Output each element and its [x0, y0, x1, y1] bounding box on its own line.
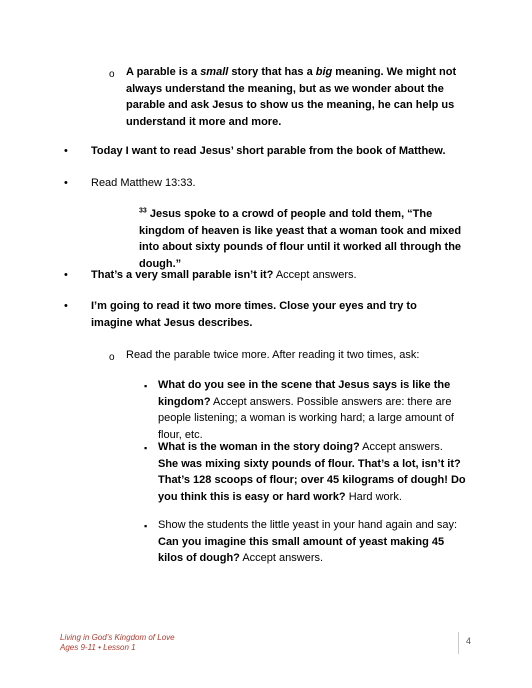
- bullet-marker: •: [64, 145, 68, 157]
- footer-divider: [458, 632, 459, 654]
- bullet-marker: •: [64, 177, 68, 189]
- read-instruction: Read Matthew 13:33.: [91, 177, 196, 189]
- page-number: 4: [466, 636, 472, 646]
- text-run: Show the students the little yeast in your hand again and say:: [158, 519, 458, 531]
- text-run: A parable is a: [126, 66, 201, 78]
- text-run: What is the woman in the story doing?: [158, 441, 360, 453]
- footer-lesson-info: Ages 9-11 • Lesson 1: [60, 643, 136, 652]
- verse-number: 33: [139, 207, 147, 215]
- read-again-instruction: I’m going to read it two more times. Close your eyes and try to imagine what Jesus describes.: [91, 300, 417, 329]
- scene-question: [158, 377, 466, 443]
- text-run: Accept answers.: [273, 269, 357, 281]
- text-run: Accept answers. Possible answers are: there are people listening; a woman is working hard; a large amount of flour, etc.: [158, 395, 454, 441]
- yeast-question: [158, 517, 466, 567]
- bullet-marker: •: [64, 269, 68, 281]
- bullet-marker: •: [64, 300, 68, 312]
- text-run: Accept answers.: [239, 552, 324, 564]
- footer-series-title: Living in God’s Kingdom of Love: [60, 633, 175, 642]
- text-run: meaning. We might not always understand the meaning, but as we wonder about the parable and ask Jesus to show us the meaning, he can help us understand it more and more.: [126, 66, 457, 128]
- scripture-quote: [139, 206, 474, 272]
- text-run: She was mixing sixty pounds of flour. That’s a lot, isn’t it? That’s 128 scoops of flour; over 45 kilograms of dough! Do you think this is easy or hard work?: [158, 457, 466, 503]
- text-run: Can you imagine this small amount of yeast making 45 kilos of dough?: [158, 535, 445, 564]
- text-run: Accept answers.: [359, 441, 443, 453]
- text-run: big: [315, 66, 333, 78]
- square-bullet-marker: ▪: [144, 381, 148, 391]
- sub-bullet-marker: o: [109, 69, 115, 80]
- text-run: small: [200, 66, 229, 78]
- square-bullet-marker: ▪: [144, 443, 148, 453]
- reread-instruction: Read the parable twice more. After reading it two times, ask:: [126, 349, 420, 361]
- text-run: That’s a very small parable isn’t it?: [91, 269, 274, 281]
- sub-bullet-marker: o: [109, 352, 115, 363]
- text-run: What do you see in the scene that Jesus says is like the kingdom?: [158, 379, 451, 408]
- square-bullet-marker: ▪: [144, 521, 148, 531]
- woman-question: [158, 439, 466, 505]
- text-run: story that has a: [228, 66, 316, 78]
- scripture-text: Jesus spoke to a crowd of people and told them, “The kingdom of heaven is like yeast that a woman took and mixed into about sixty pounds of flour until it worked all through the dough.”: [139, 208, 462, 270]
- parable-definition: [126, 64, 461, 130]
- text-run: Hard work.: [345, 490, 402, 503]
- intro-statement: Today I want to read Jesus’ short parable from the book of Matthew.: [91, 145, 446, 157]
- small-parable-question: [91, 267, 471, 284]
